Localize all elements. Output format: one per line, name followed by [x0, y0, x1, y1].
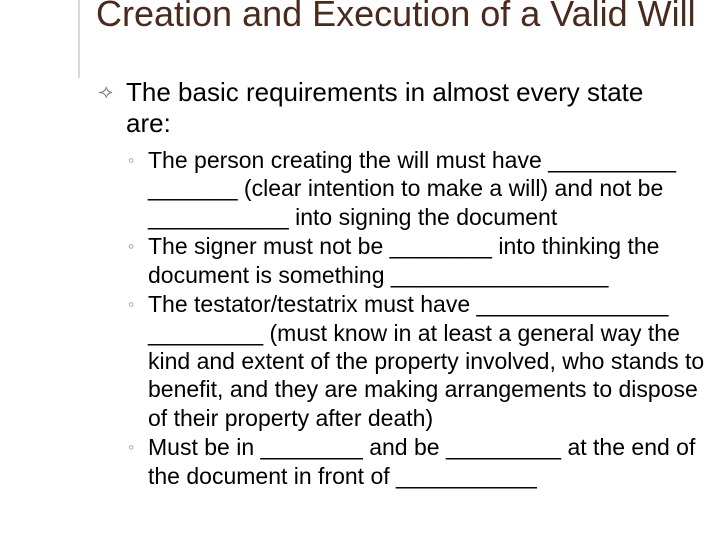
sub-bullet-text: Must be in ________ and be _________ at the end of the document in front of ___________ [148, 434, 696, 489]
main-bullet-text: The basic requirements in almost every state are: [126, 77, 644, 138]
sub-bullet-text: The testator/testatrix must have _______________ _________ (must know in at least a general way the kind and extent of the property involved, who stands to benefit, and they are making arrangements to dispose of their property after death) [148, 291, 705, 431]
sub-bullet-item [128, 232, 716, 289]
circle-bullet-icon: ◦ [128, 150, 135, 170]
circle-bullet-icon: ◦ [128, 236, 135, 257]
sub-bullet-item [128, 146, 716, 231]
circle-bullet-icon: ◦ [128, 437, 135, 458]
sub-bullet-text: The person creating the will must have __________ _______ (clear intention to make a will) and not be ___________ into signing the document [148, 147, 677, 230]
sub-bullet-item [128, 433, 716, 490]
fancy-bullet-icon: ⟢ [98, 81, 113, 103]
circle-bullet-icon: ◦ [128, 294, 135, 315]
sub-bullet-text: The signer must not be ________ into thinking the document is something _________________ [148, 233, 660, 288]
main-bullet [98, 77, 686, 139]
sub-bullet-item [128, 290, 716, 431]
slide-title: Creation and Execution of a Valid Will [96, 0, 696, 34]
sub-bullet-list [128, 146, 716, 492]
